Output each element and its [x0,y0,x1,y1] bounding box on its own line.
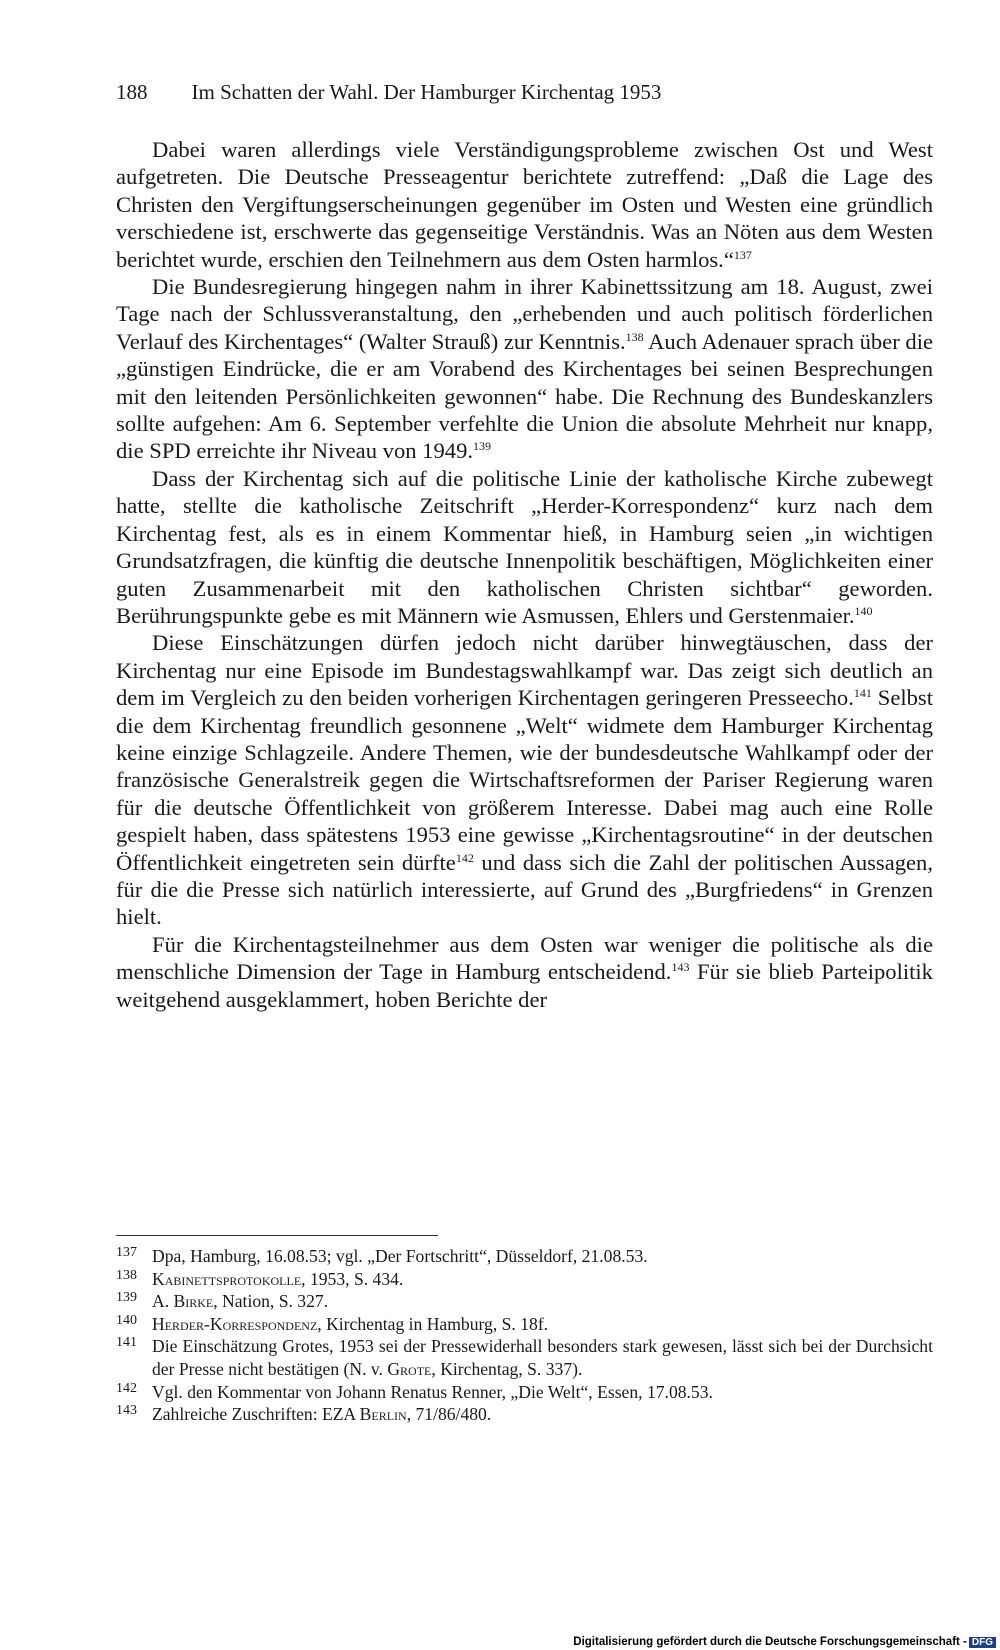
footnote: 137 Dpa, Hamburg, 16.08.53; vgl. „Der Fortschritt“, Düsseldorf, 21.08.53. [116,1245,933,1268]
footnote-number: 143 [116,1403,137,1419]
footnote: 138 Kabinettsprotokolle, 1953, S. 434. [116,1268,933,1291]
footnote: 141 Die Einschätzung Grotes, 1953 sei der Pressewiderhall besonders stark gewesen, lässt sich bei der Durchsicht der Presse nicht bestätigen (N. v. Grote, Kirchentag, S. 337). [116,1335,933,1380]
footnote-ref[interactable]: 140 [854,603,873,618]
footnote-number: 141 [116,1335,137,1351]
footnote-number: 138 [116,1267,137,1283]
footnote-ref[interactable]: 138 [625,329,644,344]
footnote-number: 137 [116,1245,137,1260]
body-text [116,136,933,1013]
footnote: 143 Zahlreiche Zuschriften: EZA Berlin, 71/86/480. [116,1403,933,1426]
running-title: Im Schatten der Wahl. Der Hamburger Kirchentag 1953 [191,80,662,104]
footnote-number: 142 [116,1380,137,1396]
paragraph: Diese Einschätzungen dürfen jedoch nicht darüber hinwegtäuschen, dass der Kirchentag nur eine Episode im Bundestagswahlkampf war. Das zeigt sich deutlich an dem im Vergleich zu den beiden vorherigen Kirchentagen geringeren Presseecho.$^{141}$ Selbst die dem Kirchentag freundlich gesonnene „Welt“ widmete dem Hamburger Kirchentag keine einzige Schlagzeile. Andere Themen, wie der bundesdeutsche Wahlkampf oder der französische Generalstreik gegen die Wirtschaftsreformen der Pariser Regierung waren für die deutsche Öffentlichkeit von größerem Interesse. Dabei mag auch eine Rolle gespielt haben, dass spätestens 1953 eine gewisse „Kirchentagsroutine“ in der deutschen Öffentlichkeit eingetreten sein dürfte$^{142}$ und dass sich die Zahl der politischen Aussagen, für die die Presse sich natürlich interessierte, auf Grund des „Burgfriedens“ in Grenzen hielt. [116,630,934,930]
footnote-number: 140 [116,1312,137,1328]
footnote-ref[interactable]: 141 [853,686,872,701]
footnote: 140 Herder-Korrespondenz, Kirchentag in Hamburg, S. 18f. [116,1313,933,1336]
footnote-ref[interactable]: 139 [473,439,492,454]
paragraph: Für die Kirchentagsteilnehmer aus dem Osten war weniger die politische als die menschliche Dimension der Tage in Hamburg entscheidend.$^{143}$ Für sie blieb Parteipolitik weitgehend ausgeklammert, hoben Berichte der [116,931,933,1012]
paragraph: Dabei waren allerdings viele Verständigungsprobleme zwischen Ost und West aufgetreten. Die Deutsche Presseagentur berichtete zutreffend: „Daß die Lage des Christen den Vergiftungserscheinungen gegenüber im Osten und Westen eine gründlich verschiedene ist, erschwerte das gegenseitige Verständnis. Was an Nöten aus dem Westen berichtet wurde, erschien den Teilnehmern aus dem Osten harmlos.“$^{137}$ [116,137,933,272]
footnote: 139 A. Birke, Nation, S. 327. [116,1290,933,1313]
footnote: 142 Vgl. den Kommentar von Johann Renatus Renner, „Die Welt“, Essen, 17.08.53. [116,1381,933,1404]
dfg-logo: DFG [969,1637,996,1648]
paragraph: Dass der Kirchentag sich auf die politische Linie der katholische Kirche zubewegt hatte, stellte die katholische Zeitschrift „Herder-Korrespondenz“ kurz nach dem Kirchentag fest, als es in einem Kommentar hieß, in Hamburg seien „in wichtigen Grundsatzfragen, die künftig die deutsche Innenpolitik beschäftigen, Möglichkeiten einer guten Zusammenarbeit mit den katholischen Christen sichtbar“ geworden. Berührungspunkte gebe es mit Männern wie Asmussen, Ehlers und Gerstenmaier.$^{140}$ [116,465,933,628]
paragraph: Die Bundesregierung hingegen nahm in ihrer Kabinettssitzung am 18. August, zwei Tage nach der Schlussveranstaltung, den „erhebenden und auch politisch förderlichen Verlauf des Kirchentages“ (Walter Strauß) zur Kenntnis.$^{138}$ Auch Adenauer sprach über die „günstigen Eindrücke, die er am Vorabend des Kirchentages bei seinen Besprechungen mit den leitenden Persönlichkeiten gewonnen“ habe. Die Rechnung des Bundeskanzlers sollte aufgehen: Am 6. September verfehlte die Union die absolute Mehrheit nur knapp, die SPD erreichte ihr Niveau von 1949.$^{139}$ [116,274,934,464]
digitization-credit: Digitalisierung gefördert durch die Deutsche Forschungsgemeinschaft - DFG [573,1636,996,1648]
footnote-ref[interactable]: 142 [455,850,474,865]
footnote-ref[interactable]: 137 [733,247,752,262]
running-header [116,78,661,106]
footnote-ref[interactable]: 143 [671,960,690,975]
page-number: 188 [116,80,148,104]
footnotes [116,1245,933,1426]
footnote-number: 139 [116,1290,137,1306]
footnote-divider [116,1235,438,1236]
